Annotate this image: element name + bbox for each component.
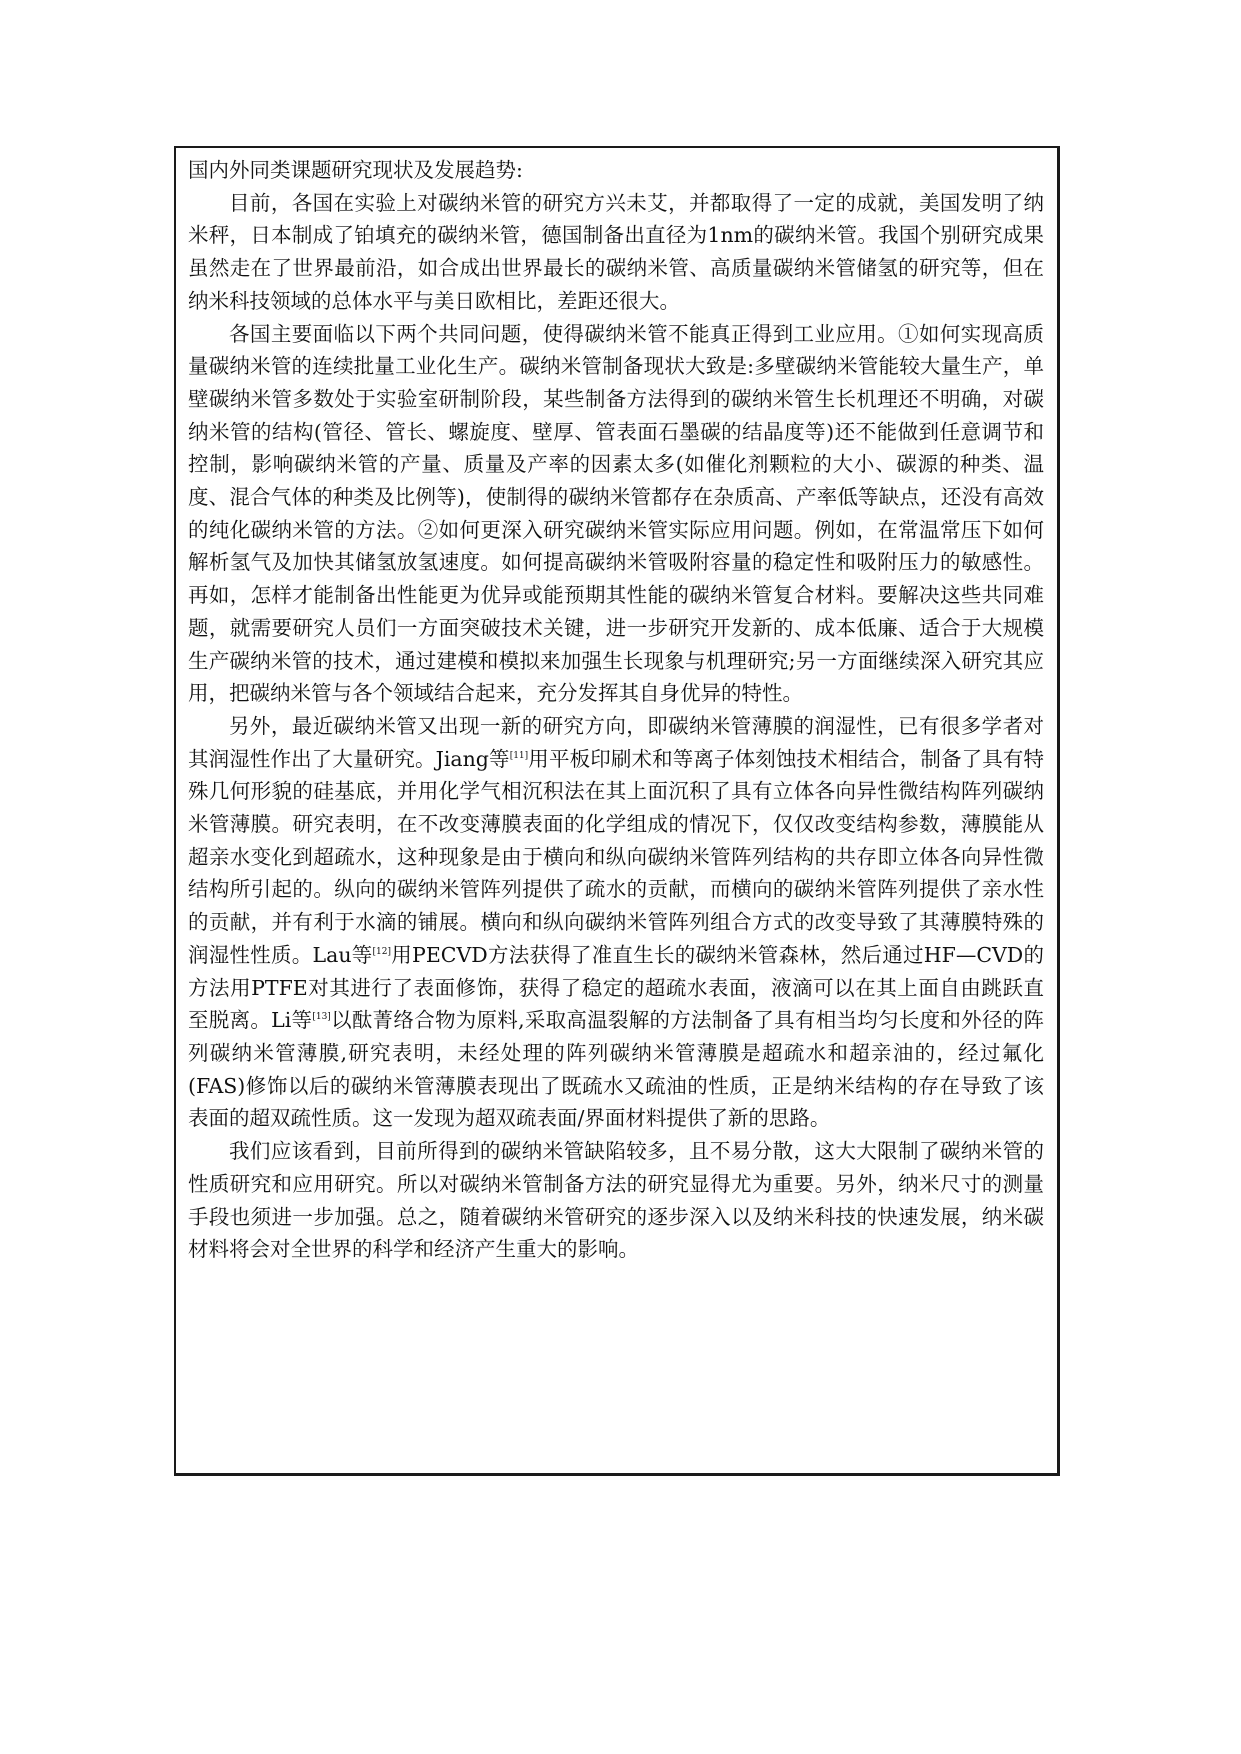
wettability-text-segment: 另外，最近碳纳米管又出现一新的研究方向，即碳纳米管薄膜的润湿性，已有很多学者对其润湿性作出了大量研究。Jiang等 [188, 713, 1044, 771]
research-status-table-cell [174, 146, 1060, 1476]
wettability-text-segment: 以酞菁络合物为原料,采取高温裂解的方法制备了具有相当均匀长度和外径的阵列碳纳米管薄膜,研究表明，未经处理的阵列碳纳米管薄膜是超疏水和超亲油的，经过氟化(FAS)修饰以后的碳纳米管薄膜表现出了既疏水又疏油的性质，正是纳米结构的存在导致了该表面的超双疏性质。这一发现为超双疏表面/界面材料提供了新的思路。 [188, 1008, 1044, 1131]
paragraph-common-problems: 各国主要面临以下两个共同问题，使得碳纳米管不能真正得到工业应用。①如何实现高质量碳纳米管的连续批量工业化生产。碳纳米管制备现状大致是:多壁碳纳米管能较大量生产，单壁碳纳米管多数处于实验室研制阶段，某些制备方法得到的碳纳米管生长机理还不明确，对碳纳米管的结构(管径、管长、螺旋度、壁厚、管表面石墨碳的结晶度等)还不能做到任意调节和控制，影响碳纳米管的产量、质量及产率的因素太多(如催化剂颗粒的大小、碳源的种类、温度、混合气体的种类及比例等)，使制得的碳纳米管都存在杂质高、产率低等缺点，还没有高效的纯化碳纳米管的方法。②如何更深入研究碳纳米管实际应用问题。例如，在常温常压下如何解析氢气及加快其储氢放氢速度。如何提高碳纳米管吸附容量的稳定性和吸附压力的敏感性。再如，怎样才能制备出性能更为优异或能预期其性能的碳纳米管复合材料。要解决这些共同难题，就需要研究人员们一方面突破技术关键，进一步研究开发新的、成本低廉、适合于大规模生产碳纳米管的技术，通过建模和模拟来加强生长现象与机理研究;另一方面继续深入研究其应用，把碳纳米管与各个领域结合起来，充分发挥其自身优异的特性。 [188, 321, 1044, 706]
cell-content [188, 154, 1044, 1266]
wettability-text-segment: 用平板印刷术和等离子体刻蚀技术相结合，制备了具有特殊几何形貌的硅基底，并用化学气相沉积法在其上面沉积了具有立体各向异性微结构阵列碳纳米管薄膜。研究表明，在不改变薄膜表面的化学组成的情况下，仅仅改变结构参数，薄膜能从超亲水变化到超疏水，这种现象是由于横向和纵向碳纳米管阵列结构的共存即立体各向异性微结构所引起的。纵向的碳纳米管阵列提供了疏水的贡献，而横向的碳纳米管阵列提供了亲水性的贡献，并有利于水滴的铺展。横向和纵向碳纳米管阵列组合方式的改变导致了其薄膜特殊的润湿性性质。Lau等 [188, 746, 1044, 967]
paragraph-conclusion: 我们应该看到，目前所得到的碳纳米管缺陷较多，且不易分散，这大大限制了碳纳米管的性质研究和应用研究。所以对碳纳米管制备方法的研究显得尤为重要。另外，纳米尺寸的测量手段也须进一步加强。总之，随着碳纳米管研究的逐步深入以及纳米科技的快速发展，纳米碳材料将会对全世界的科学和经济产生重大的影响。 [188, 1139, 1044, 1262]
paragraph-wettability-research [188, 710, 1044, 1135]
citation-ref-13: [13] [312, 1012, 331, 1023]
citation-ref-11: [11] [509, 750, 529, 761]
wettability-text-segment: 用PECVD方法获得了准直生长的碳纳米管森林，然后通过HF—CVD的方法用PTFE对其进行了表面修饰，获得了稳定的超疏水表面，液滴可以在其上面自由跳跃直至脱离。Li等 [188, 942, 1044, 1033]
citation-ref-12: [12] [372, 946, 392, 957]
paragraph-current-status: 目前，各国在实验上对碳纳米管的研究方兴未艾，并都取得了一定的成就，美国发明了纳米秤，日本制成了铂填充的碳纳米管，德国制备出直径为1nm的碳纳米管。我国个别研究成果虽然走在了世界最前沿，如合成出世界最长的碳纳米管、高质量碳纳米管储氢的研究等，但在纳米科技领域的总体水平与美日欧相比，差距还很大。 [188, 190, 1044, 313]
section-heading: 国内外同类课题研究现状及发展趋势: [188, 158, 523, 182]
